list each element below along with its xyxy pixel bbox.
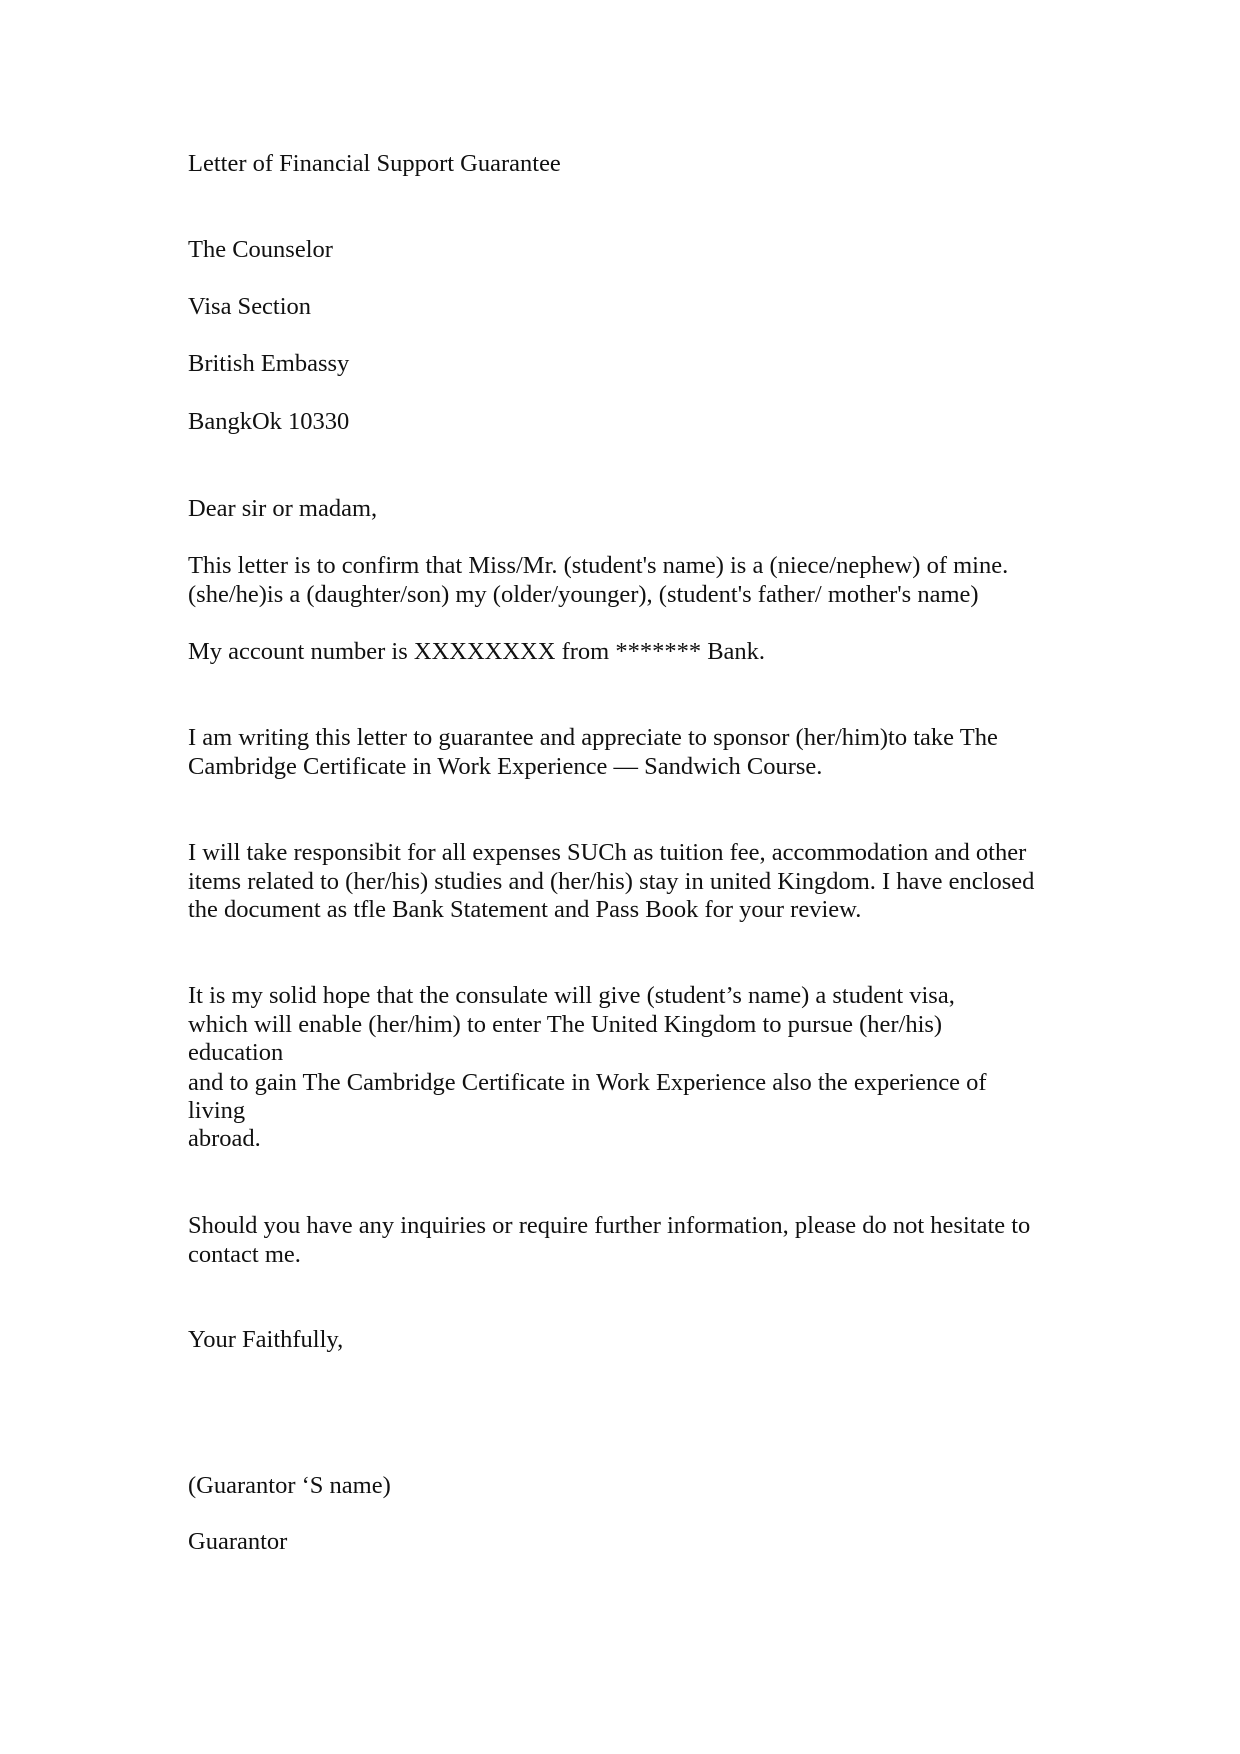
closing: Your Faithfully,	[188, 1326, 344, 1353]
salutation: Dear sir or madam,	[188, 495, 378, 522]
paragraph-visa-hope-line-2: which will enable (her/him) to enter The United Kingdom to pursue (her/his)	[188, 1011, 943, 1038]
paragraph-visa-hope-line-4: and to gain The Cambridge Certificate in Work Experience also the experience of	[188, 1069, 987, 1096]
paragraph-visa-hope-line-5: living	[188, 1097, 246, 1124]
letter-title: Letter of Financial Support Guarantee	[188, 150, 561, 177]
paragraph-contact-line-2: contact me.	[188, 1241, 301, 1268]
paragraph-expenses-line-1: I will take responsibit for all expenses SUCh as tuition fee, accommodation and other	[188, 839, 1027, 866]
paragraph-visa-hope-line-1: It is my solid hope that the consulate will give (student’s name) a student visa,	[188, 982, 955, 1009]
paragraph-relationship-line-2: (she/he)is a (daughter/son) my (older/younger), (student's father/ mother's name)	[188, 581, 979, 608]
recipient-line-embassy: British Embassy	[188, 350, 350, 377]
signature-name: (Guarantor ‘S name)	[188, 1472, 391, 1499]
signature-role: Guarantor	[188, 1528, 288, 1555]
paragraph-expenses-line-2: items related to (her/his) studies and (her/his) stay in united Kingdom. I have enclosed	[188, 868, 1035, 895]
paragraph-contact-line-1: Should you have any inquiries or require further information, please do not hesitate to	[188, 1212, 1031, 1239]
recipient-line-visa-section: Visa Section	[188, 293, 312, 320]
recipient-line-counselor: The Counselor	[188, 236, 333, 263]
paragraph-sponsor-line-2: Cambridge Certificate in Work Experience — Sandwich Course.	[188, 753, 823, 780]
paragraph-visa-hope-line-6: abroad.	[188, 1125, 261, 1152]
paragraph-visa-hope-line-3: education	[188, 1039, 284, 1066]
paragraph-sponsor-line-1: I am writing this letter to guarantee and appreciate to sponsor (her/him)to take The	[188, 724, 998, 751]
paragraph-account-line-1: My account number is XXXXXXXX from ******* Bank.	[188, 638, 766, 665]
paragraph-expenses-line-3: the document as tfle Bank Statement and Pass Book for your review.	[188, 896, 862, 923]
recipient-line-city: BangkOk 10330	[188, 408, 350, 435]
paragraph-relationship-line-1: This letter is to confirm that Miss/Mr. (student's name) is a (niece/nephew) of mine.	[188, 552, 1009, 579]
